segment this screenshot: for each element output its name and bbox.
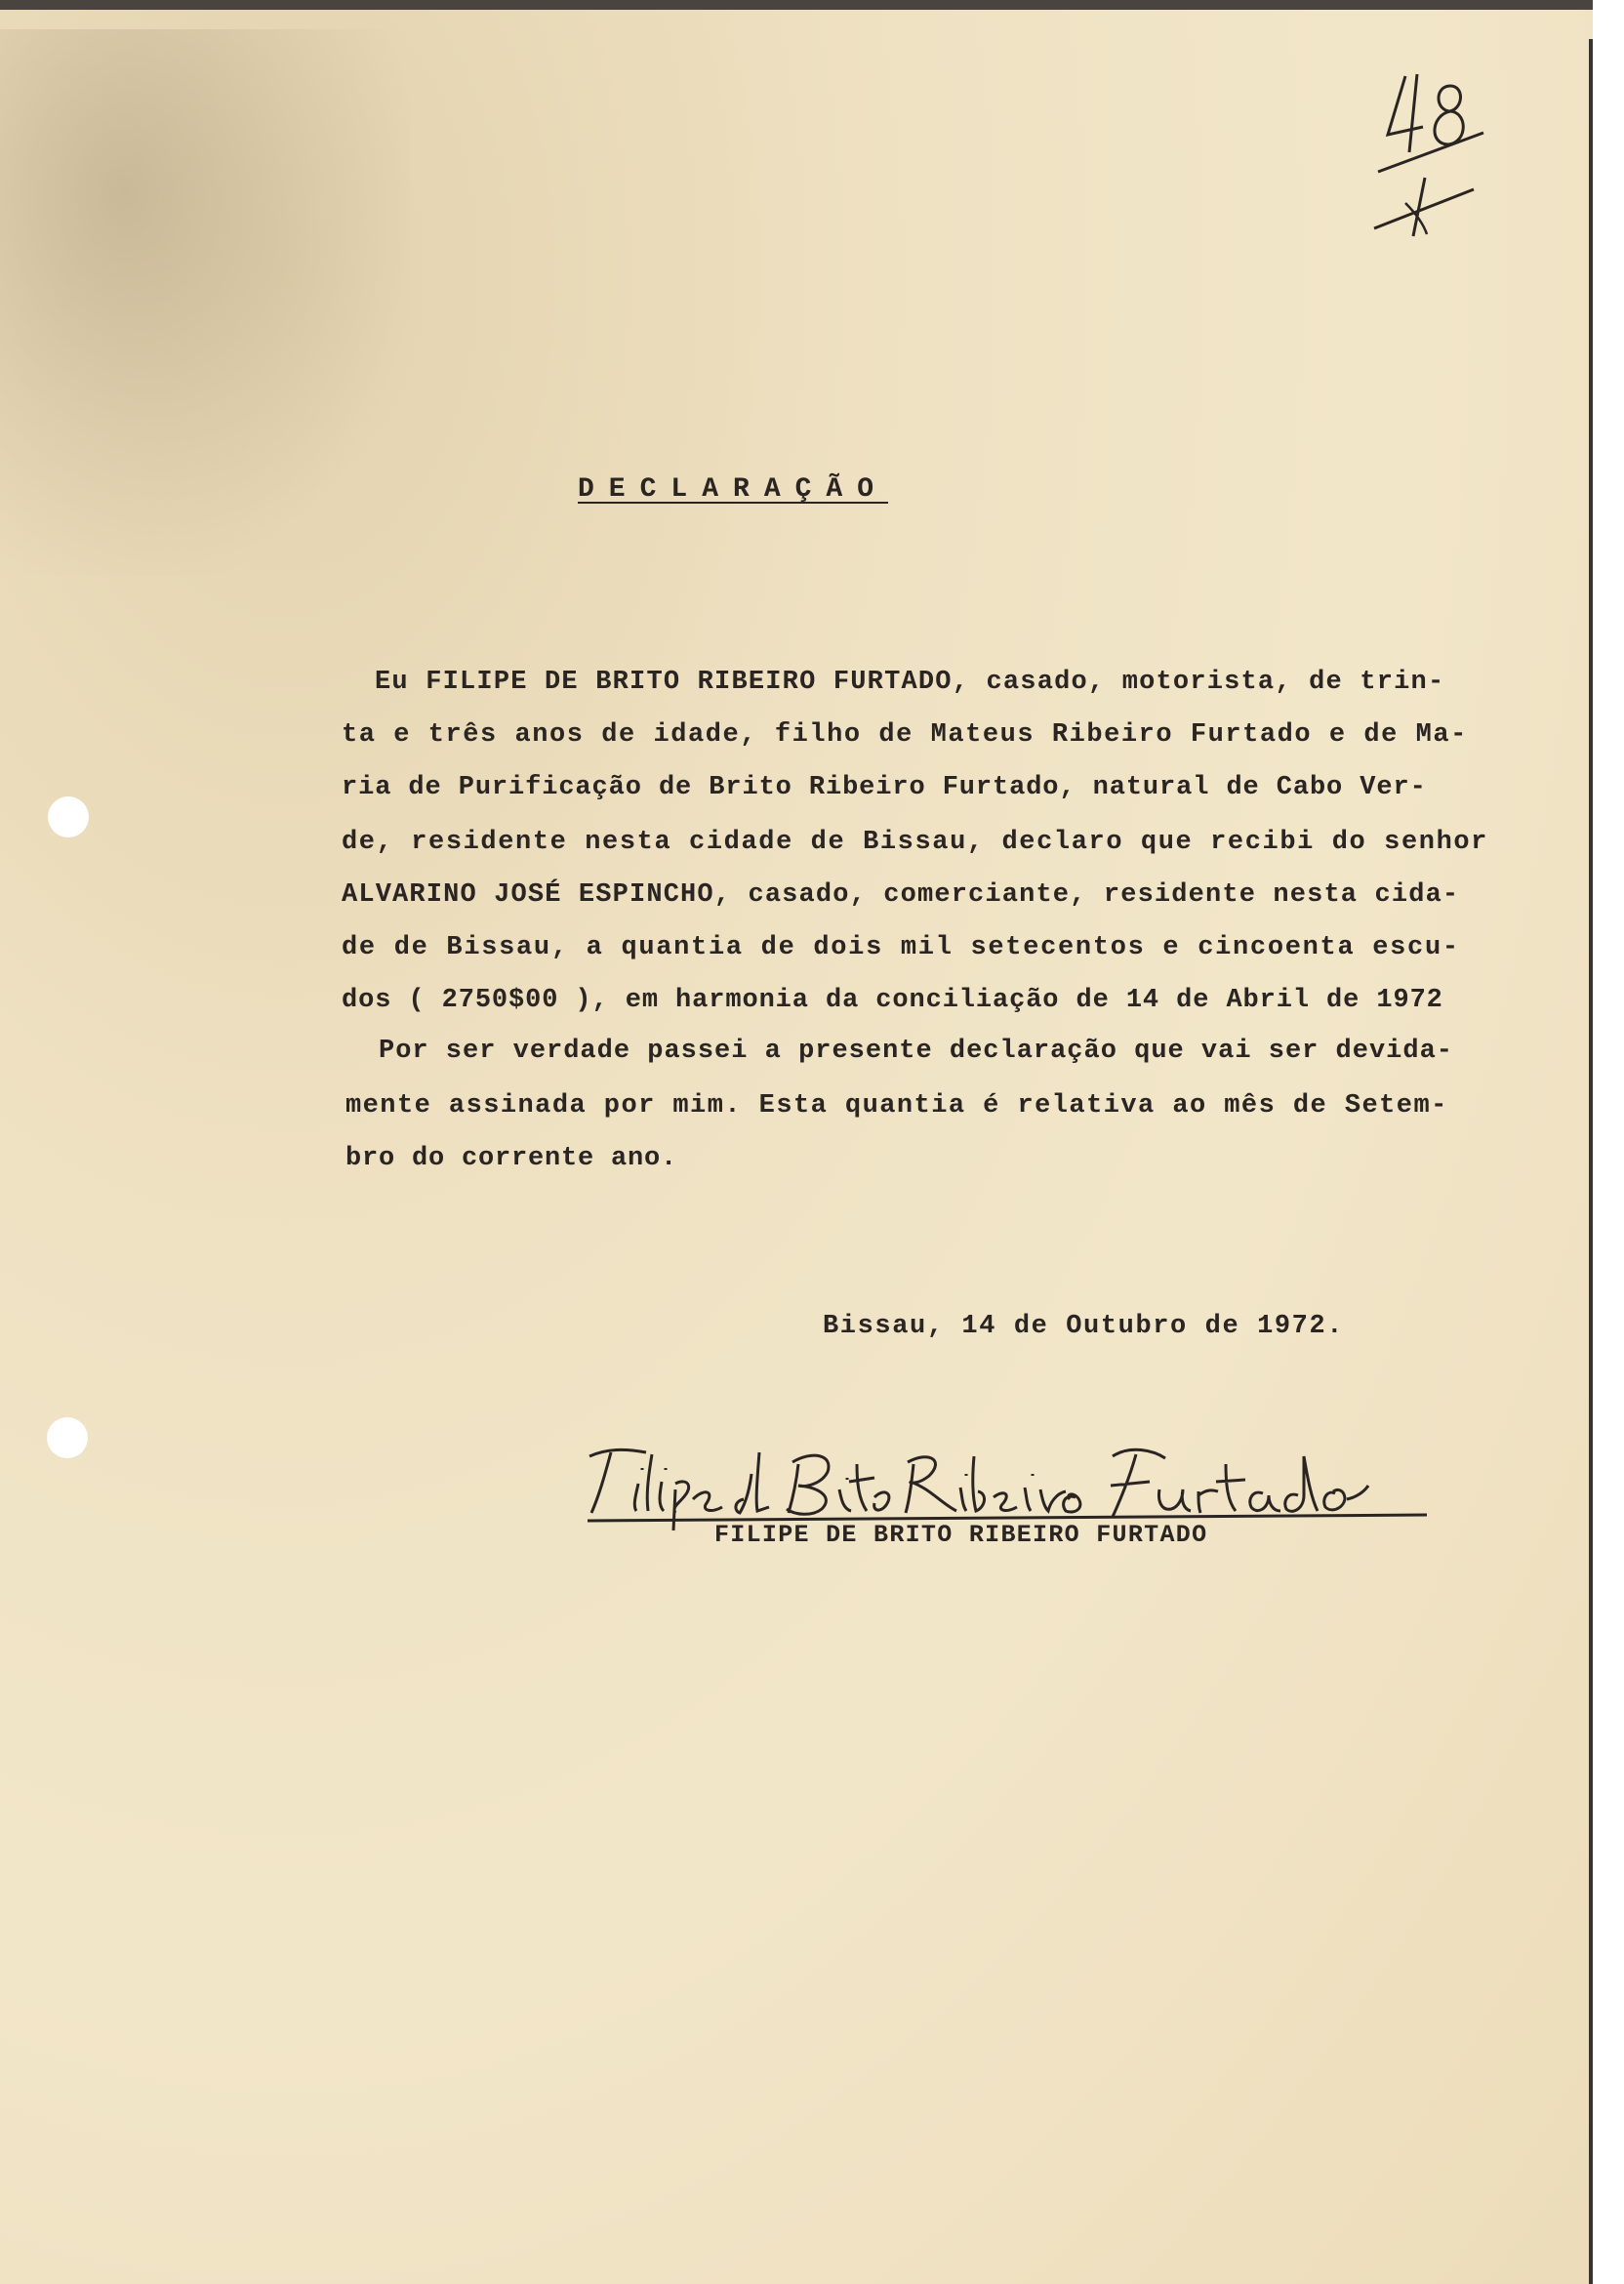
body-line-4: de, residente nesta cidade de Bissau, declaro que recibi do senhor: [342, 828, 1488, 857]
body-line-2: ta e três anos de idade, filho de Mateus Ribeiro Furtado e de Ma-: [342, 720, 1468, 750]
handwritten-signature: [578, 1435, 1456, 1532]
body-line-7: dos ( 2750$00 ), em harmonia da conciliação de 14 de Abril de 1972: [342, 986, 1443, 1015]
body-line-6: de de Bissau, a quantia de dois mil setecentos e cincoenta escu-: [342, 933, 1460, 962]
body-line-5: ALVARINO JOSÉ ESPINCHO, casado, comerciante, residente nesta cida-: [342, 880, 1460, 910]
body-line-1: Eu FILIPE DE BRITO RIBEIRO FURTADO, casado, motorista, de trin-: [375, 668, 1445, 697]
folio-number: [1366, 57, 1503, 252]
body-line-9: mente assinada por mim. Esta quantia é relativa ao mês de Setem-: [345, 1091, 1448, 1121]
body-line-10: bro do corrente ano.: [345, 1144, 678, 1173]
scan-margin: [1593, 0, 1624, 2284]
signatory-name: FILIPE DE BRITO RIBEIRO FURTADO: [714, 1521, 1208, 1549]
document-title: DECLARAÇÃO: [578, 474, 889, 505]
place-date: Bissau, 14 de Outubro de 1972.: [823, 1312, 1345, 1341]
page-top-border: [0, 0, 1593, 10]
paper-stain: [0, 29, 410, 576]
body-line-3: ria de Purificação de Brito Ribeiro Furtado, natural de Cabo Ver-: [342, 773, 1427, 802]
body-line-8: Por ser verdade passei a presente declaração que vai ser devida-: [379, 1037, 1453, 1066]
punch-hole-bottom: [47, 1417, 88, 1458]
punch-hole-top: [48, 796, 89, 837]
